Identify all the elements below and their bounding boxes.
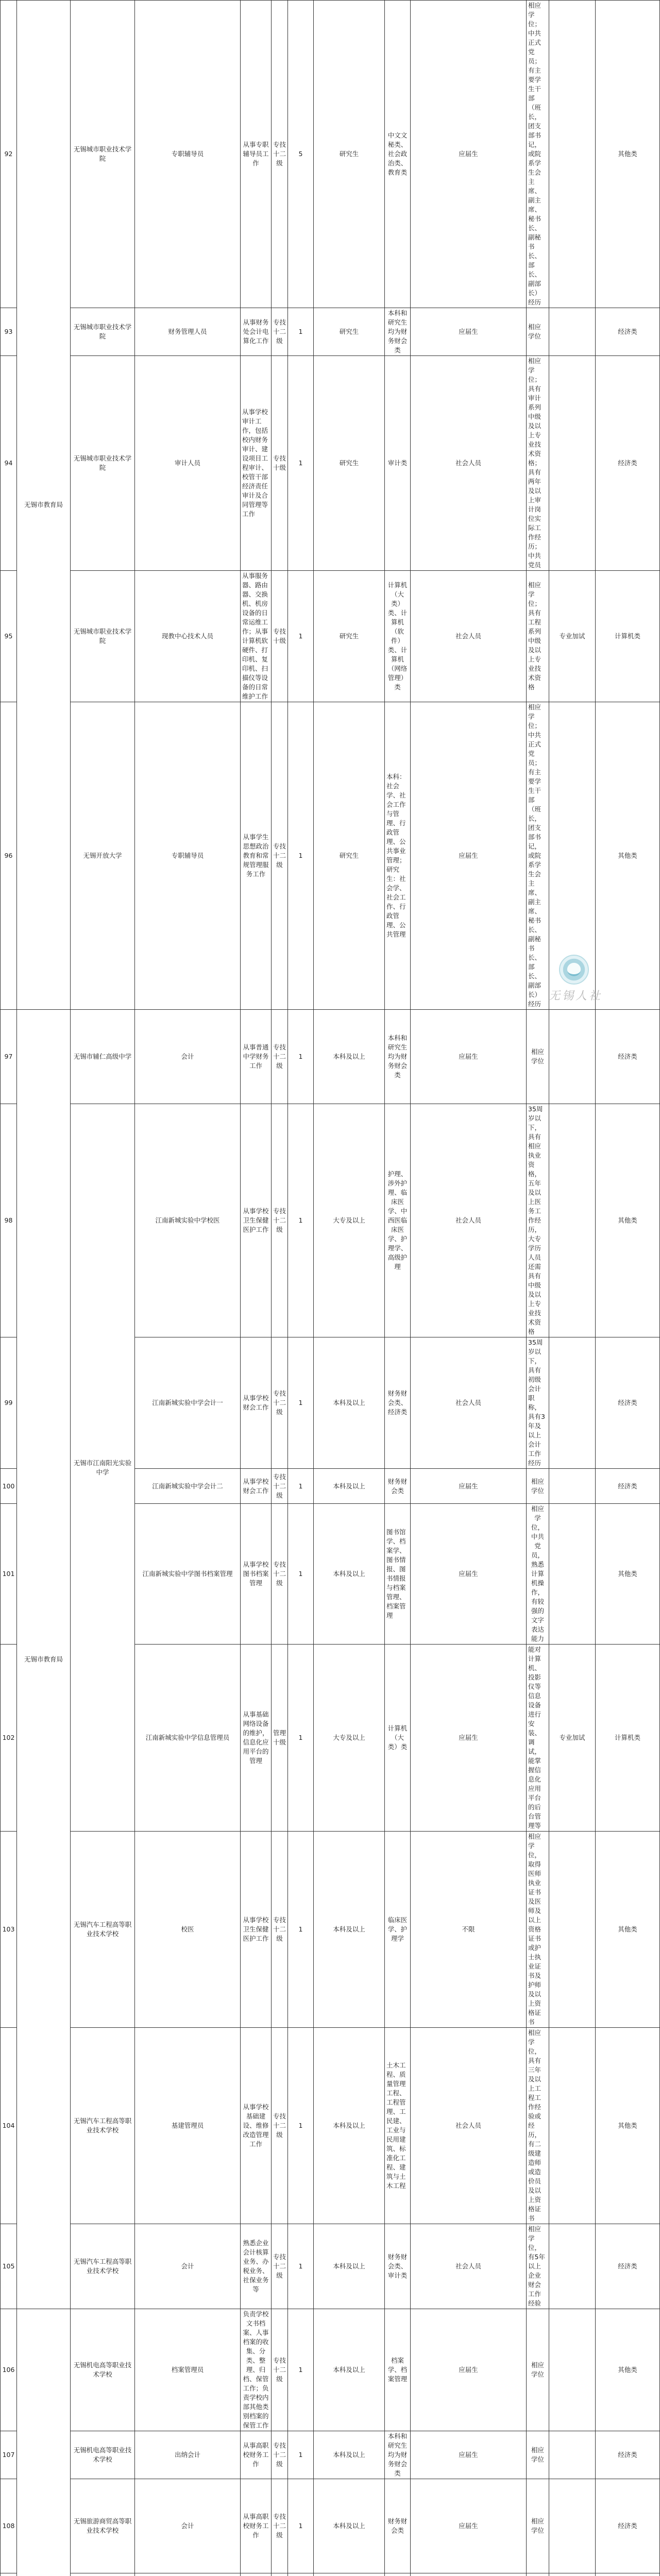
conditions: 相应学位，有5年以上企业财会工作经验 xyxy=(527,2224,549,2309)
duty: 负责学校文书档案、人事档案的收集、分类、整理、归档、保管工作；负责学校内部其他类别档案的保管工作 xyxy=(241,2309,272,2431)
extra-exam xyxy=(549,1504,596,1645)
unit-name: 无锡旅游商贸高等职业技术学校 xyxy=(71,2479,135,2573)
headcount: 1 xyxy=(288,1504,314,1645)
grade: 专技十二级 xyxy=(272,2028,288,2224)
major: 临床医学、护理学 xyxy=(385,1832,411,2028)
education: 本科及以上 xyxy=(314,1832,385,2028)
conditions: 相应学位，具有三年及以上工程工作经验或经历，有二级建造师或造价员及以上资格证书 xyxy=(527,2028,549,2224)
target: 社会人员 xyxy=(411,2224,527,2309)
post-number: 103 xyxy=(1,1832,17,2028)
conditions: 相应学位；中共正式党员；有主要学生干部（班长，团支部书记，或院系学生会主席、副主席、秘书长、副秘书长、部长、副部长）经历 xyxy=(527,1,549,308)
category: 计算机类 xyxy=(596,571,660,702)
target: 应届生 xyxy=(411,1504,527,1645)
grade: 专技十二级 xyxy=(272,2309,288,2431)
unit-name: 无锡汽车工程高等职业技术学校 xyxy=(71,2224,135,2309)
post-number: 101 xyxy=(1,1504,17,1645)
category: 其他类 xyxy=(596,1104,660,1337)
target: 应届生 xyxy=(411,2479,527,2573)
category: 经济类 xyxy=(596,1337,660,1469)
conditions: 相应学位 xyxy=(527,2479,549,2573)
conditions: 相应学位 xyxy=(527,1469,549,1504)
grade: 专技十二级 xyxy=(272,2479,288,2573)
major: 本科和研究生均为财务财会类 xyxy=(385,308,411,356)
major: 图书馆学、档案学、图书情报、图书情报与档案管理、档案管理 xyxy=(385,1504,411,1645)
grade xyxy=(272,2573,288,2576)
duty: 从事财务处会计电算化工作 xyxy=(241,308,272,356)
target: 应届生 xyxy=(411,2309,527,2431)
conditions: 相应学位 xyxy=(527,308,549,356)
grade: 专技十二级 xyxy=(272,2224,288,2309)
target: 社会人员 xyxy=(411,1104,527,1337)
education: 大专及以上 xyxy=(314,1645,385,1832)
unit-name: 无锡城市职业技术学院 xyxy=(71,571,135,702)
headcount: 1 xyxy=(288,2479,314,2573)
post-title: 财务管理人员 xyxy=(135,308,241,356)
duty: 从事学校财会工作 xyxy=(241,1337,272,1469)
major: 审计类 xyxy=(385,356,411,571)
post-number: 104 xyxy=(1,2028,17,2224)
unit-name: 无锡汽车工程高等职业技术学校 xyxy=(71,2028,135,2224)
category: 其他类 xyxy=(596,1,660,308)
headcount: 1 xyxy=(288,2431,314,2479)
department-cell: 无锡市教育局 xyxy=(17,1010,71,2309)
grade: 管理十级 xyxy=(272,1645,288,1832)
category: 经济类 xyxy=(596,2431,660,2479)
unit-name: 无锡机电高等职业技术学校 xyxy=(71,2431,135,2479)
post-number: 107 xyxy=(1,2431,17,2479)
unit-name xyxy=(71,2573,135,2576)
post-number: 98 xyxy=(1,1104,17,1337)
target: 社会人员 xyxy=(411,1337,527,1469)
table-row xyxy=(1,1104,660,1337)
grade: 专技十级 xyxy=(272,356,288,571)
post-title: 现教中心技术人员 xyxy=(135,571,241,702)
extra-exam xyxy=(549,2028,596,2224)
extra-exam: 专业加试 xyxy=(549,571,596,702)
headcount: 1 xyxy=(288,1645,314,1832)
major: 中文文秘类、社会政治类、教育类 xyxy=(385,1,411,308)
category: 计算机类 xyxy=(596,1645,660,1832)
education: 研究生 xyxy=(314,571,385,702)
table-row xyxy=(1,2224,660,2309)
extra-exam xyxy=(549,1337,596,1469)
major: 计算机（大类）类、计算机（软件）类、计算机（网络管理）类 xyxy=(385,571,411,702)
duty: 从事学校卫生保健医护工作 xyxy=(241,1104,272,1337)
education: 本科及以上 xyxy=(314,2028,385,2224)
education: 研究生 xyxy=(314,1,385,308)
major: 本科和研究生均为财务财会类 xyxy=(385,1010,411,1104)
conditions: 相应学位，中共党员，熟悉计算机操作，有较强的文字表达能力 xyxy=(527,1504,549,1645)
target: 应届生 xyxy=(411,1,527,308)
major xyxy=(385,2573,411,2576)
category: 经济类 xyxy=(596,308,660,356)
grade: 专技十级 xyxy=(272,571,288,702)
table-row xyxy=(1,1010,660,1104)
duty: 从事服务器、路由器、交换机、机房设备的日常运维工作；从事计算机软硬件、打印机、复印机、扫描仪等设备的日常维护工作 xyxy=(241,571,272,702)
post-title: 江南新城实验中学图书档案管理 xyxy=(135,1504,241,1645)
grade: 专技十二级 xyxy=(272,1010,288,1104)
duty xyxy=(241,2573,272,2576)
grade: 专技十二级 xyxy=(272,1104,288,1337)
department-cell xyxy=(17,2309,71,2576)
table-row xyxy=(1,1832,660,2028)
post-title: 会计 xyxy=(135,2224,241,2309)
extra-exam xyxy=(549,2573,596,2576)
headcount: 1 xyxy=(288,356,314,571)
education: 本科及以上 xyxy=(314,2431,385,2479)
duty: 从事学校审计工作，包括校内财务审计、建设项目工程审计、校管干部经济责任审计及合同管理等工作 xyxy=(241,356,272,571)
extra-exam xyxy=(549,2224,596,2309)
post-number: 95 xyxy=(1,571,17,702)
target: 社会人员 xyxy=(411,2028,527,2224)
duty: 从事学生思想政治教育和常规管理服务工作 xyxy=(241,702,272,1010)
watermark: 无锡人社 xyxy=(549,987,602,1003)
education: 研究生 xyxy=(314,308,385,356)
post-title: 会计 xyxy=(135,2479,241,2573)
category: 经济类 xyxy=(596,356,660,571)
conditions: 相应学位 xyxy=(527,2431,549,2479)
extra-exam xyxy=(549,2309,596,2431)
table-row xyxy=(1,2309,660,2431)
target xyxy=(411,2573,527,2576)
post-number: 93 xyxy=(1,308,17,356)
extra-exam xyxy=(549,1104,596,1337)
post-title: 江南新城实验中学会计一 xyxy=(135,1337,241,1469)
education: 本科及以上 xyxy=(314,2479,385,2573)
conditions xyxy=(527,2573,549,2576)
category: 经济类 xyxy=(596,1469,660,1504)
unit-name: 无锡城市职业技术学院 xyxy=(71,308,135,356)
post-title: 基建管理员 xyxy=(135,2028,241,2224)
extra-exam xyxy=(549,1010,596,1104)
headcount: 1 xyxy=(288,2224,314,2309)
duty: 从事学校图书档案管理 xyxy=(241,1504,272,1645)
category: 经济类 xyxy=(596,1010,660,1104)
target: 应届生 xyxy=(411,702,527,1010)
unit-name: 无锡汽车工程高等职业技术学校 xyxy=(71,1832,135,2028)
post-number xyxy=(1,2573,17,2576)
post-number: 92 xyxy=(1,1,17,308)
target: 应届生 xyxy=(411,2431,527,2479)
category: 经济类 xyxy=(596,2479,660,2573)
unit-name: 无锡开放大学 xyxy=(71,702,135,1010)
extra-exam xyxy=(549,1832,596,2028)
post-number: 108 xyxy=(1,2479,17,2573)
unit-name: 无锡市辅仁高级中学 xyxy=(71,1010,135,1104)
duty: 从事学校基础建设、维修改造管理工作 xyxy=(241,2028,272,2224)
category: 其他类 xyxy=(596,702,660,1010)
table-row xyxy=(1,1,660,308)
target: 应届生 xyxy=(411,1010,527,1104)
category: 其他类 xyxy=(596,2309,660,2431)
education: 本科及以上 xyxy=(314,2309,385,2431)
table-row xyxy=(1,571,660,702)
duty: 从事学校卫生保健医护工作 xyxy=(241,1832,272,2028)
post-number: 97 xyxy=(1,1010,17,1104)
headcount: 1 xyxy=(288,571,314,702)
education: 研究生 xyxy=(314,702,385,1010)
grade: 专技十二级 xyxy=(272,1337,288,1469)
major: 护理、涉外护理、临床医学、中西医临床医学、护理学、高级护理 xyxy=(385,1104,411,1337)
education: 本科及以上 xyxy=(314,1469,385,1504)
headcount: 1 xyxy=(288,2309,314,2431)
post-number: 106 xyxy=(1,2309,17,2431)
target: 应届生 xyxy=(411,1469,527,1504)
duty: 从事高职校财务工作 xyxy=(241,2431,272,2479)
post-title: 江南新城实验中学信息管理员 xyxy=(135,1645,241,1832)
post-title: 档案管理员 xyxy=(135,2309,241,2431)
duty: 熟悉企业会计核算业务、办税业务、社保业务等 xyxy=(241,2224,272,2309)
post-number: 105 xyxy=(1,2224,17,2309)
headcount: 1 xyxy=(288,1104,314,1337)
post-number: 94 xyxy=(1,356,17,571)
major: 计算机（大类）类 xyxy=(385,1645,411,1832)
category: 其他类 xyxy=(596,1832,660,2028)
extra-exam xyxy=(549,2479,596,2573)
conditions: 相应学位，取得医师执业证书及医师及以上资格证书或护士执业证书及护师及以上资格证书 xyxy=(527,1832,549,2028)
headcount: 1 xyxy=(288,1832,314,2028)
department-cell: 无锡市教育局 xyxy=(17,1,71,1010)
education xyxy=(314,2573,385,2576)
grade: 专技十二级 xyxy=(272,1832,288,2028)
major: 财务财会类 xyxy=(385,1469,411,1504)
duty: 从事普通中学财务工作 xyxy=(241,1010,272,1104)
grade: 专技十二级 xyxy=(272,702,288,1010)
category xyxy=(596,2573,660,2576)
major: 财务财会类 xyxy=(385,2479,411,2573)
major: 财务财会类、经济类 xyxy=(385,1337,411,1469)
headcount: 1 xyxy=(288,702,314,1010)
table-row xyxy=(1,2479,660,2573)
education: 本科及以上 xyxy=(314,2224,385,2309)
conditions: 相应学位；具有审计系列中级及以上专业技术资格；具有两年及以上审计岗位实际工作经历；中共党员 xyxy=(527,356,549,571)
table-row xyxy=(1,2028,660,2224)
post-title: 专职辅导员 xyxy=(135,702,241,1010)
duty: 从事高职校财务工作 xyxy=(241,2479,272,2573)
post-title: 会计 xyxy=(135,1010,241,1104)
post-title: 出纳会计 xyxy=(135,2431,241,2479)
major: 本科：社会学、社会工作与管理、行政管理、公共事业管理；研究生：社会学、社会工作、行政管理、公共管理 xyxy=(385,702,411,1010)
table-row xyxy=(1,356,660,571)
education: 研究生 xyxy=(314,356,385,571)
major: 财务财会类、审计类 xyxy=(385,2224,411,2309)
extra-exam: 专业加试 xyxy=(549,1645,596,1832)
conditions: 相应学位；具有工程系列中级及以上专业技术资格 xyxy=(527,571,549,702)
post-number: 102 xyxy=(1,1645,17,1832)
headcount: 1 xyxy=(288,1337,314,1469)
target: 应届生 xyxy=(411,308,527,356)
major: 档案学、档案管理 xyxy=(385,2309,411,2431)
headcount: 1 xyxy=(288,2028,314,2224)
extra-exam xyxy=(549,308,596,356)
headcount: 5 xyxy=(288,1,314,308)
target: 应届生 xyxy=(411,1645,527,1832)
extra-exam xyxy=(549,356,596,571)
post-title: 校医 xyxy=(135,1832,241,2028)
post-title: 江南新城实验中学校医 xyxy=(135,1104,241,1337)
education: 本科及以上 xyxy=(314,1337,385,1469)
grade: 专技十二级 xyxy=(272,1504,288,1645)
headcount: 1 xyxy=(288,1010,314,1104)
category: 经济类 xyxy=(596,2224,660,2309)
duty: 从事基础网络设备的维护，信息化应用平台的管理 xyxy=(241,1645,272,1832)
post-title: 专职辅导员 xyxy=(135,1,241,308)
seal-logo-icon xyxy=(559,955,589,985)
grade: 专技十二级 xyxy=(272,1,288,308)
post-number: 99 xyxy=(1,1337,17,1469)
extra-exam xyxy=(549,2431,596,2479)
table-row xyxy=(1,308,660,356)
unit-name: 无锡城市职业技术学院 xyxy=(71,1,135,308)
target: 社会人员 xyxy=(411,571,527,702)
education: 本科及以上 xyxy=(314,1010,385,1104)
table-row xyxy=(1,2573,660,2576)
conditions: 相应学位 xyxy=(527,2309,549,2431)
category: 其他类 xyxy=(596,1504,660,1645)
conditions: 能对计算机、投影仪等信息设备进行安装、调试，能掌握信息化应用平台的后台管理等 xyxy=(527,1645,549,1832)
target: 不限 xyxy=(411,1832,527,2028)
target: 社会人员 xyxy=(411,356,527,571)
conditions: 35周岁以下，具有相应执业资格，五年及以上医务工作经历，大专学历人员还需具有中级及以上专业技术资格 xyxy=(527,1104,549,1337)
grade: 专技十二级 xyxy=(272,308,288,356)
headcount xyxy=(288,2573,314,2576)
conditions: 相应学位 xyxy=(527,1010,549,1104)
unit-name: 无锡城市职业技术学院 xyxy=(71,356,135,571)
post-number: 96 xyxy=(1,702,17,1010)
unit-name: 无锡市江南阳光实验中学 xyxy=(71,1104,135,1832)
grade: 专技十二级 xyxy=(272,2431,288,2479)
conditions: 35周岁以下，具有初级会计职称，具有3年及以上会计工作经历 xyxy=(527,1337,549,1469)
unit-name: 无锡机电高等职业技术学校 xyxy=(71,2309,135,2431)
extra-exam xyxy=(549,1469,596,1504)
category: 其他类 xyxy=(596,2028,660,2224)
conditions: 相应学位；中共正式党员；有主要学生干部（班长，团支部书记，或院系学生会主席、副主席、秘书长、副秘书长、部长、副部长）经历 xyxy=(527,702,549,1010)
duty: 从事学校财会工作 xyxy=(241,1469,272,1504)
education: 本科及以上 xyxy=(314,1504,385,1645)
post-title xyxy=(135,2573,241,2576)
duty: 从事专职辅导员工作 xyxy=(241,1,272,308)
grade: 专技十二级 xyxy=(272,1469,288,1504)
major: 土木工程、质量管理工程、工程管理、工民建、工业与民用建筑、标准化工程、建筑与土木工程 xyxy=(385,2028,411,2224)
table-row xyxy=(1,2431,660,2479)
post-title: 审计人员 xyxy=(135,356,241,571)
education: 大专及以上 xyxy=(314,1104,385,1337)
major: 本科和研究生均为财务财会类 xyxy=(385,2431,411,2479)
post-number: 100 xyxy=(1,1469,17,1504)
headcount: 1 xyxy=(288,308,314,356)
headcount: 1 xyxy=(288,1469,314,1504)
extra-exam xyxy=(549,1,596,308)
post-title: 江南新城实验中学会计二 xyxy=(135,1469,241,1504)
